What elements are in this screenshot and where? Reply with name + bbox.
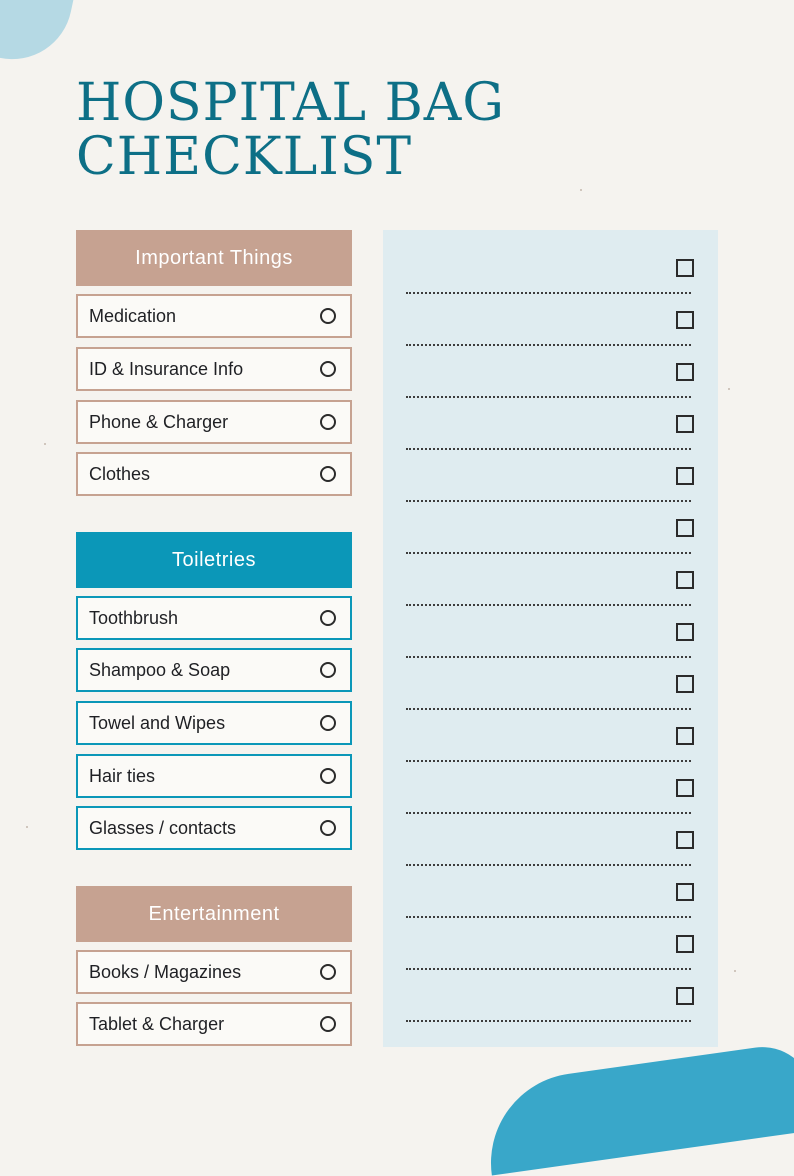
note-row[interactable] [383, 854, 718, 906]
paper-speck [728, 388, 730, 390]
note-row[interactable] [383, 490, 718, 542]
checkbox-square-icon[interactable] [676, 779, 694, 797]
check-circle-icon[interactable] [320, 820, 336, 836]
note-row[interactable] [383, 386, 718, 438]
checklist-item-glasses-contacts[interactable] [76, 806, 352, 850]
section-header-entertainment: Entertainment [76, 886, 352, 942]
check-circle-icon[interactable] [320, 466, 336, 482]
notes-panel [383, 230, 718, 1047]
item-label: Towel and Wipes [89, 712, 226, 733]
checklist-item-shampoo-soap[interactable] [76, 648, 352, 692]
check-circle-icon[interactable] [320, 308, 336, 324]
checkbox-square-icon[interactable] [676, 623, 694, 641]
checklist-item-tablet-charger[interactable] [76, 1002, 352, 1046]
checklist-item-clothes[interactable] [76, 452, 352, 496]
note-row[interactable] [383, 334, 718, 386]
item-label: Hair ties [89, 765, 156, 786]
decorative-blob-bottom-right [479, 1040, 794, 1175]
checkbox-square-icon[interactable] [676, 363, 694, 381]
checklist-item-towel-wipes[interactable] [76, 701, 352, 745]
checkbox-square-icon[interactable] [676, 987, 694, 1005]
note-row[interactable] [383, 750, 718, 802]
item-label: ID & Insurance Info [89, 358, 244, 379]
checklist-item-toothbrush[interactable] [76, 596, 352, 640]
item-label: Phone & Charger [89, 411, 229, 432]
checkbox-square-icon[interactable] [676, 675, 694, 693]
title-line-2: CHECKLIST [76, 127, 413, 187]
checkbox-square-icon[interactable] [676, 415, 694, 433]
checkbox-square-icon[interactable] [676, 831, 694, 849]
check-circle-icon[interactable] [320, 1016, 336, 1032]
note-row[interactable] [383, 646, 718, 698]
check-circle-icon[interactable] [320, 610, 336, 626]
checklist-item-id-insurance[interactable] [76, 347, 352, 391]
note-row[interactable] [383, 438, 718, 490]
section-header-toiletries: Toiletries [76, 532, 352, 588]
checkbox-square-icon[interactable] [676, 727, 694, 745]
paper-speck [26, 826, 28, 828]
note-row[interactable] [383, 542, 718, 594]
item-label: Clothes [89, 463, 151, 484]
note-row[interactable] [383, 802, 718, 854]
note-row[interactable] [383, 698, 718, 750]
note-row[interactable] [383, 230, 718, 282]
note-row[interactable] [383, 906, 718, 958]
checkbox-square-icon[interactable] [676, 467, 694, 485]
check-circle-icon[interactable] [320, 768, 336, 784]
paper-speck [44, 443, 46, 445]
checkbox-square-icon[interactable] [676, 311, 694, 329]
item-label: Medication [89, 305, 177, 326]
item-label: Books / Magazines [89, 961, 242, 982]
check-circle-icon[interactable] [320, 361, 336, 377]
checkbox-square-icon[interactable] [676, 259, 694, 277]
item-label: Glasses / contacts [89, 817, 237, 838]
note-row[interactable] [383, 958, 718, 1010]
item-label: Shampoo & Soap [89, 659, 231, 680]
item-label: Toothbrush [89, 607, 179, 628]
checkbox-square-icon[interactable] [676, 883, 694, 901]
dotted-write-line[interactable] [406, 1020, 691, 1022]
paper-speck [580, 189, 582, 191]
checklist-item-books-magazines[interactable] [76, 950, 352, 994]
paper-speck [734, 970, 736, 972]
check-circle-icon[interactable] [320, 414, 336, 430]
checklist-item-phone-charger[interactable] [76, 400, 352, 444]
check-circle-icon[interactable] [320, 715, 336, 731]
section-header-important-things: Important Things [76, 230, 352, 286]
checklist-item-medication[interactable] [76, 294, 352, 338]
checkbox-square-icon[interactable] [676, 519, 694, 537]
note-row[interactable] [383, 282, 718, 334]
page-title [76, 73, 505, 187]
item-label: Tablet & Charger [89, 1013, 225, 1034]
note-row[interactable] [383, 594, 718, 646]
check-circle-icon[interactable] [320, 964, 336, 980]
decorative-blob-top-left [0, 0, 79, 70]
title-line-1: HOSPITAL BAG [76, 73, 505, 133]
checkbox-square-icon[interactable] [676, 571, 694, 589]
checklist-item-hair-ties[interactable] [76, 754, 352, 798]
checkbox-square-icon[interactable] [676, 935, 694, 953]
check-circle-icon[interactable] [320, 662, 336, 678]
